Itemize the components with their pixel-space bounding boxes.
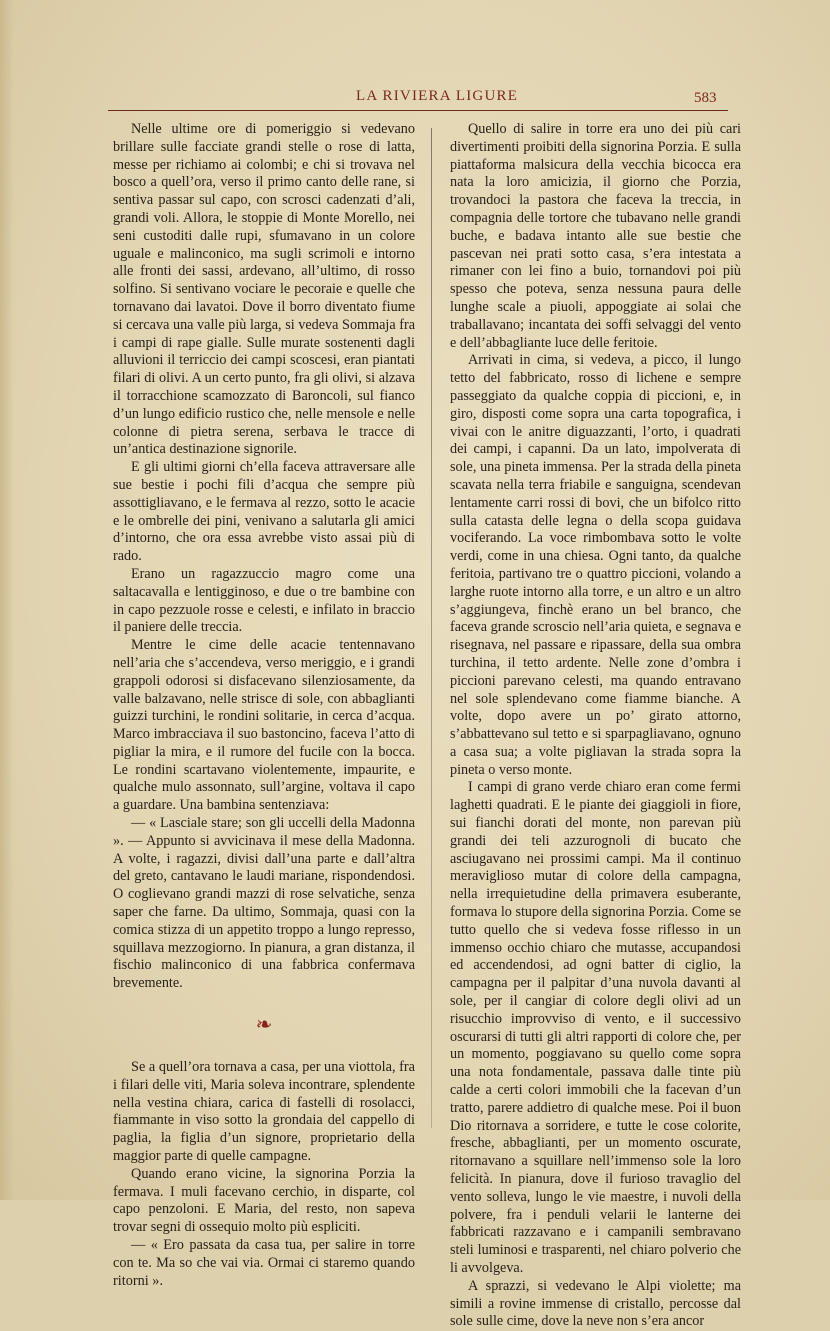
paragraph: A sprazzi, si vedevano le Alpi violette; ma simili a rovine immense di cristallo, percosse dal sole sulle cime, dove la neve non s’era ancor [450, 1277, 741, 1330]
column-divider [431, 128, 432, 1128]
paragraph: Arrivati in cima, si vedeva, a picco, il lungo tetto del fabbricato, rosso di lichene e sempre passeggiato da qualche coppia di piccioni, e, in giro, disposti come sopra una carta topografica, i vivai con le anitre diguazzanti, l’orto, i quadrati dei campi, i capanni. Da un lato, impolverata di sole, una pineta immensa. Per la strada della pineta scavata nella terra friabile e sanguigna, scendevan lentamente carri rossi di bovi, che un bifolco ritto sulla catasta delle legna o della scopa guidava vociferando. La voce rimbombava sotto le volte verdi, come in una chiesa. Ogni tanto, da qualche feritoia, partivano tre o quattro piccioni, volando a larghe ruote intorno alla torre, e un altro e un altro s’aggiungeva, finchè erano un bel branco, che faceva grande scroscio nell’aria quieta, e segnava e risegnava, nel passare e ripassare, della sua ombra turchina, il tetto ardente. Nelle zone d’ombra i piccioni parevano celesti, ma quando entravano nel sole splendevano come fiamme bianche. A volte, dopo avere un po’ girato attorno, s’abbattevano sul tetto e si sparpagliavano, ognuno a casa sua; a volte pigliavan la strada sopra la pineta o verso monte. [450, 352, 741, 778]
paragraph: Erano un ragazzuccio magro come una saltacavalla e lentigginoso, e due o tre bambine con in capo pezzuole rosse e celesti, e infilato in braccio il paniere delle treccia. [113, 565, 415, 636]
paragraph: Nelle ultime ore di pomeriggio si vedevano brillare sulle facciate grandi stelle o rose di latta, messe per richiamo ai colombi; e chi si trovava nel bosco a quell’ora, verso il primo canto delle rane, si sentiva passar sul capo, con scrosci cadenzati d’ali, grandi voli. Allora, le stoppie di Monte Morello, nei seni custoditi dalle rupi, sfumavano in un colore uguale e malinconico, ma sugli scrimoli e intorno alle fronti dei sassi, ardevano, all’ultimo, di rosso solfino. Si sentivano vociare le pecoraie e quelle che tornavano dai lavatoi. Dove il borro diventato fiume si cercava una valle più larga, si vedeva Sommaja fra i campi di rape gialle. Sulle murate sostenenti dagli alluvioni il terriccio dei campi scoscesi, eran piantati filari di olivi. A un certo punto, fra gli olivi, si alzava il torracchione scamozzato di Baroncoli, sul fianco d’un lungo edificio rustico che, nelle mensole e nelle colonne di pietra serena, serbava le tracce di un’antica destinazione signorile. [113, 121, 415, 458]
paragraph: Quando erano vicine, la signorina Porzia la fermava. I muli facevano cerchio, in disparte, col capo penzoloni. E Maria, del resto, non sapeva trovar segni di ossequio molto più espliciti. [113, 1165, 415, 1236]
right-column [450, 121, 741, 1331]
paragraph: — « Ero passata da casa tua, per salire in torre con te. Ma so che vai via. Ormai ci staremo quando ritorni ». [113, 1237, 415, 1289]
paragraph: Quello di salire in torre era uno dei più cari divertimenti proibiti della signorina Porzia. E sulla piattaforma malsicura della vecchia bicocca era nata la loro amicizia, il giorno che Porzia, trovandoci la pastora che faceva la treccia, in compagnia delle tortore che tubavano nelle grandi buche, e badava intanto alle sue bestie che pascevan nei prati sotto casa, s’era intestata a rimaner con lei fino a buio, tornandovi poi più spesso che poteva, senza nessuna paura delle lunghe scale a piuoli, appoggiate ai solai che traballavano; incantata dei soffi selvaggi del vento e dell’abbagliante luce delle feritoie. [450, 121, 741, 351]
page-edge-shadow [0, 0, 14, 1200]
left-column [113, 121, 415, 1290]
section-ornament-icon: ❧ [255, 1014, 273, 1037]
paragraph: E gli ultimi giorni ch’ella faceva attraversare alle sue bestie i pochi fili d’acqua che sempre più assottigliavano, e le fermava al rezzo, sotto le acacie e le ombrelle dei pini, venivano a salutarla gli amici d’intorno, che ora essa avrebbe visto assai più di rado. [113, 459, 415, 565]
paragraph: — « Lasciale stare; son gli uccelli della Madonna ». — Appunto si avvicinava il mese della Madonna. A volte, i ragazzi, divisi dall’una parte e dall’altra del greto, cantavano le laudi mariane, rispondendosi. O coglievano grandi mazzi di rose selvatiche, senza saper che farne. Da ultimo, Sommaja, quasi con la comica stizza di un appetito troppo a lungo represso, squillava mezzogiorno. In pianura, a gran distanza, il fischio malinconico di una fabbrica confermava brevemente. [113, 815, 415, 992]
page-number: 583 [694, 90, 717, 106]
paragraph: I campi di grano verde chiaro eran come fermi laghetti quadrati. E le piante dei giaggioli in fiore, sui fianchi dorati del monte, non parevan più grandi dei teli azzurognoli di bucato che asciugavano nei prossimi campi. Ma il continuo meraviglioso mutar di colore della campagna, nella irrequietudine della primavera esuberante, formava lo stupore della signorina Porzia. Come se tutto quello che si vedeva fosse riflesso in un immenso occhio chiaro che mutasse, accupandosi ed accendendosi, ad ogni batter di ciglio, la campagna per il palpitar d’una nuvola davanti al sole, per il cangiar di colore degli olivi ad un risucchio improvviso di vento, e il successivo oscurarsi di tutti gli altri rapporti di colore che, per un momento, poggiavano su quello come sopra una nota fondamentale, passava dalle tinte più calde a certi colori immobili che la facevan d’un tratto, parere addietro di qualche mese. Poi il buon Dio ritornava a sorridere, e tutte le cose colorite, fresche, abbaglianti, per un momento oscurate, ritornavano a squillare nell’immenso sole la loro felicità. In pianura, dove il furioso travaglio del vento solleva, lungo le vie maestre, i nuvoli della polvere, fra i penduli velarii le lanterne dei fabbricati razzavano e i campanili sembravano steli luminosi e trasparenti, nel chiaro polverio che li avvolgeva. [450, 779, 741, 1276]
paragraph: Mentre le cime delle acacie tentennavano nell’aria che s’accendeva, verso meriggio, e i grandi grappoli odorosi si disfacevano silenziosamente, da valle balzavano, nelle strisce di sole, con abbaglianti guizzi turchini, le rondini solitarie, in cerca d’acqua. Marco imbracciava il suo bastoncino, faceva l’atto di pigliar la mira, e il rumore del fucile con la bocca. Le rondini scartavano violentemente, impaurite, e qualche mulo assonnato, sull’argine, voltava il capo a guardare. Una bambina sentenziava: [113, 637, 415, 814]
header-rule [108, 110, 728, 111]
running-head-title: LA RIVIERA LIGURE [356, 88, 519, 104]
paragraph: Se a quell’ora tornava a casa, per una viottola, fra i filari delle viti, Maria soleva incontrare, splendente nella vestina chiara, carica di fastelli di rosolacci, fiammante in viso sotto la grondaia del cappello di paglia, la figlia d’un signore, proprietario della maggior parte di quelle campagne. [113, 1059, 415, 1165]
